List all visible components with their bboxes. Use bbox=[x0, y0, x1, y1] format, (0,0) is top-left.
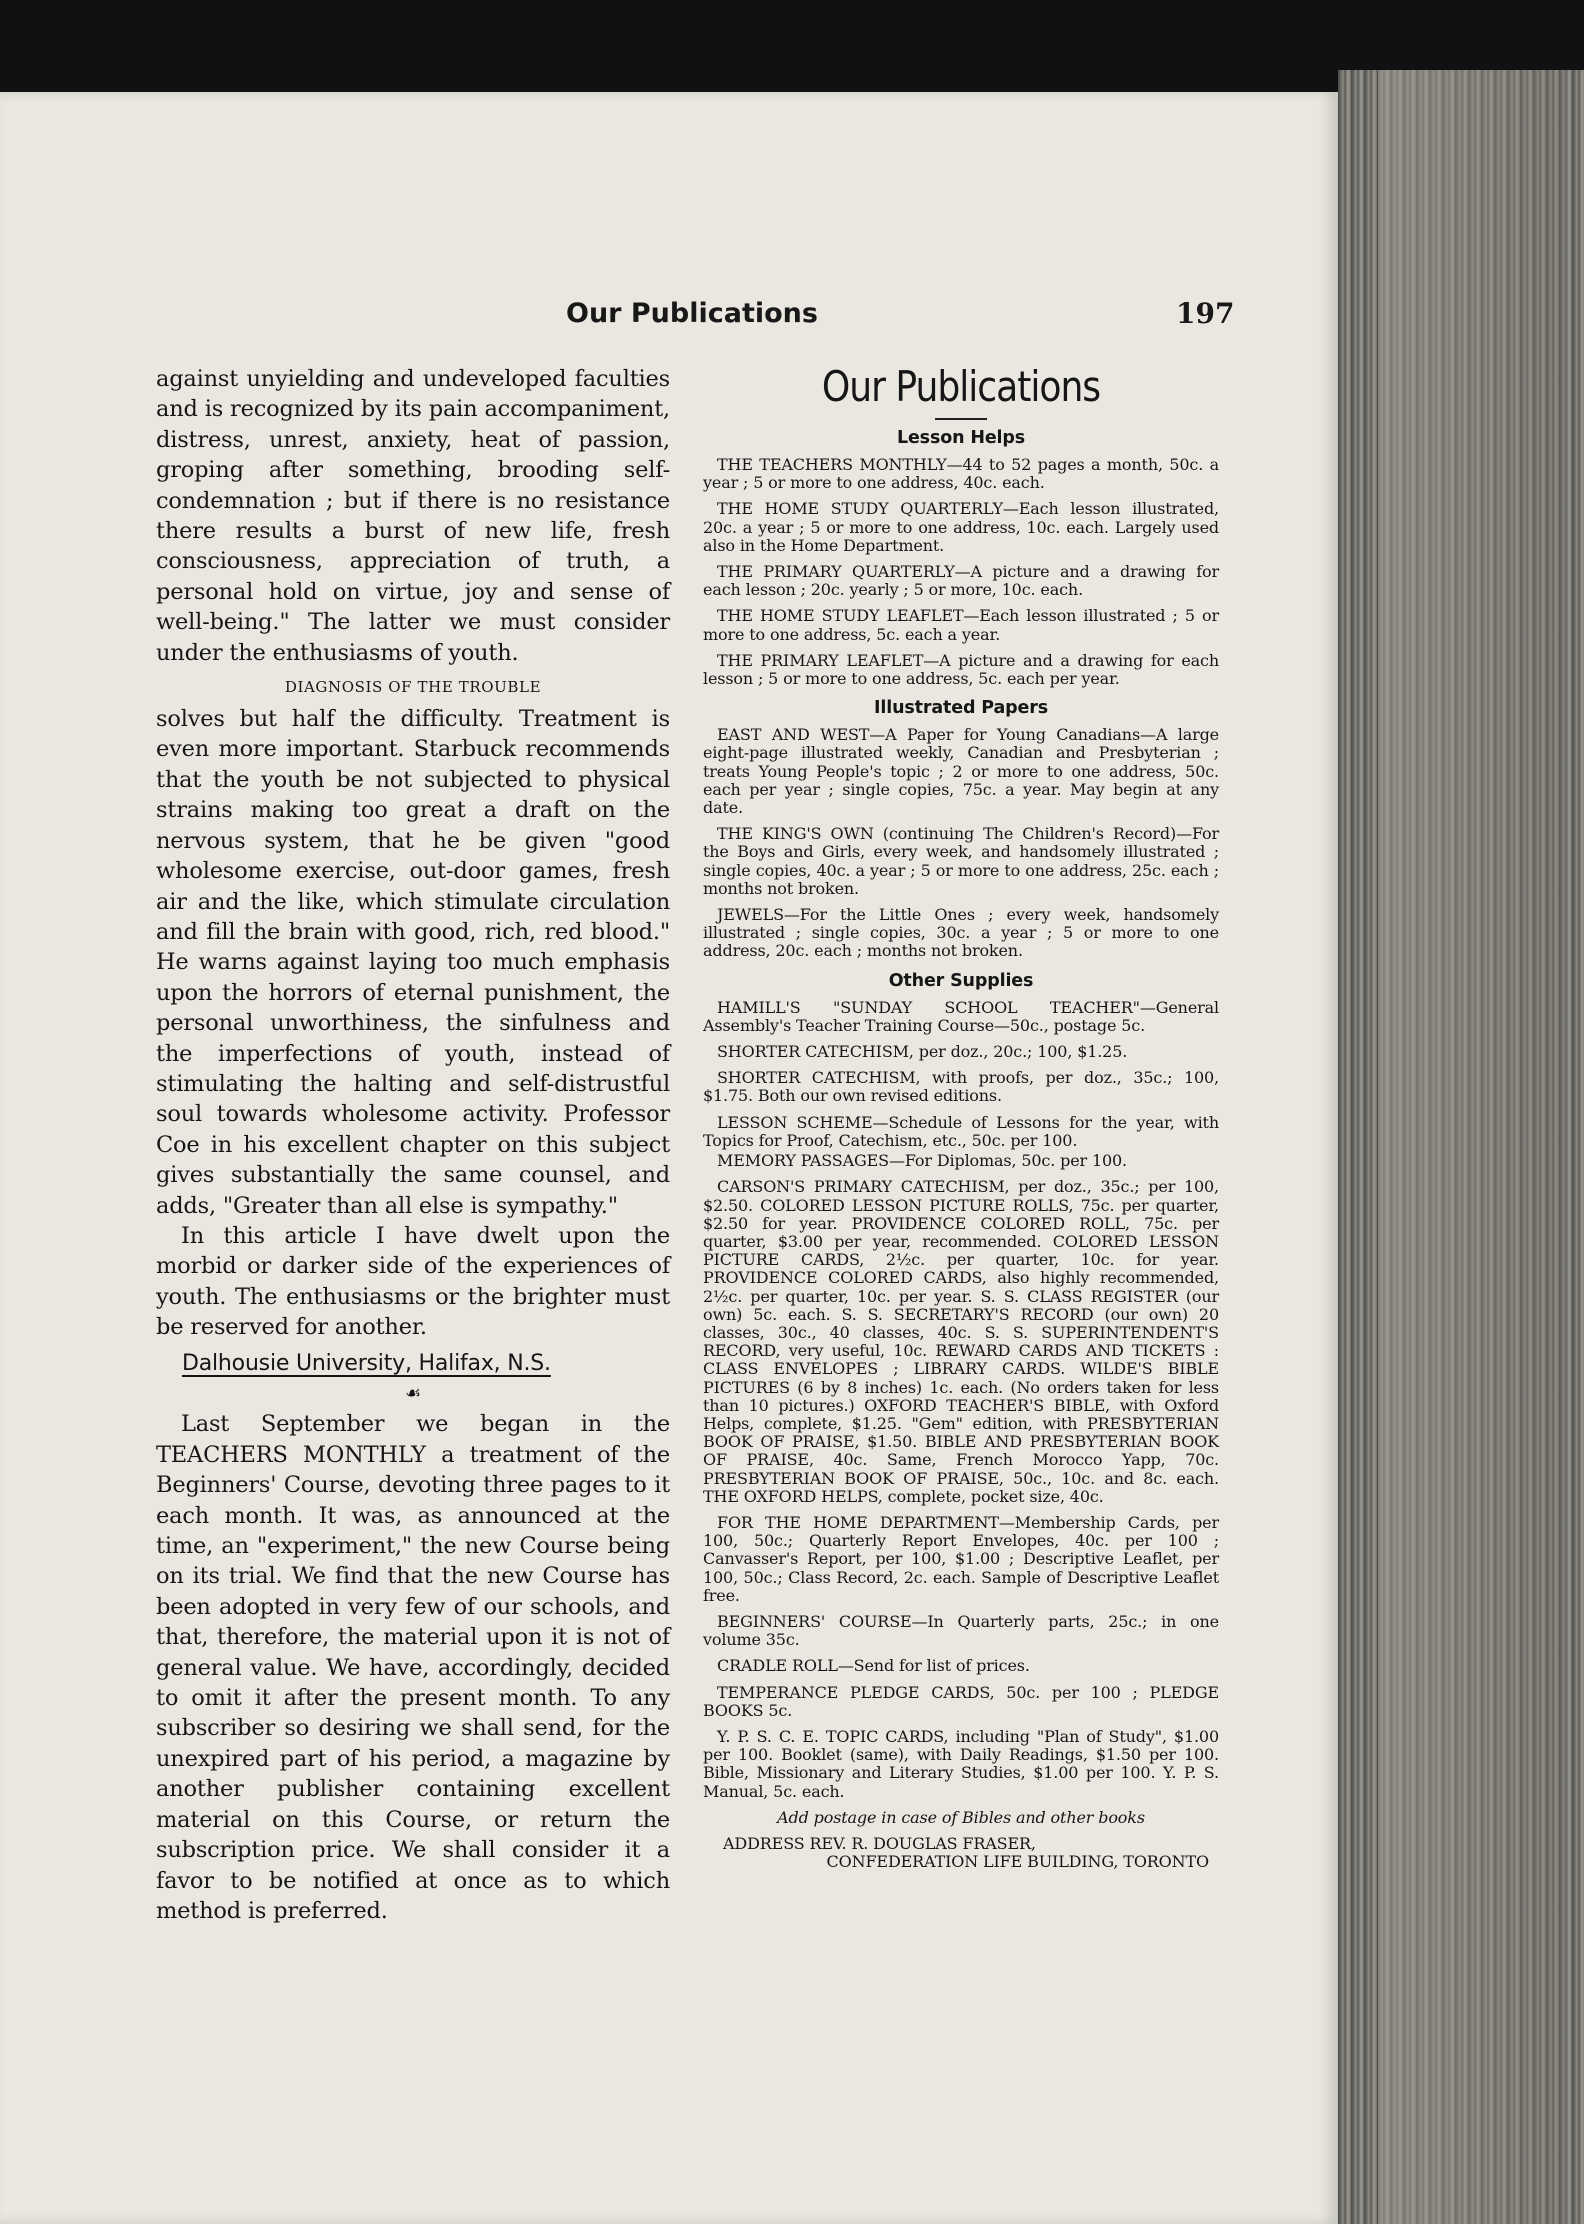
book-page-edges bbox=[1338, 70, 1584, 2224]
page-number: 197 bbox=[1176, 297, 1235, 330]
list-item: SHORTER CATECHISM, per doz., 20c.; 100, $1.25. bbox=[717, 1042, 1128, 1062]
paragraph: In this article I have dwelt upon the morbid or darker side of the experiences of youth. The enthusiasms or the brighter must be reserved for another. bbox=[156, 1222, 670, 1341]
address-line: ADDRESS REV. R. DOUGLAS FRASER, bbox=[723, 1834, 1036, 1853]
ornament: ☙ bbox=[405, 1383, 421, 1404]
list-item: TEMPERANCE PLEDGE CARDS, 50c. per 100 ; PLEDGE BOOKS 5c. bbox=[703, 1682, 1219, 1720]
author-affiliation: Dalhousie University, Halifax, N.S. bbox=[182, 1350, 551, 1376]
paragraph: solves but half the difficulty. Treatment is even more important. Starbuck recommends that the youth be not subjected to physical strains making too great a draft on the nervous system, that he be given "good wholesome exercise, out-door games, fresh air and the like, which stimulate circulation and fill the brain with good, rich, red blood." He warns against laying too much emphasis upon the horrors of eternal punishment, the personal unworthiness, the sinfulness and the imperfections of youth, instead of stimulating the halting and self-distrustful soul towards wholesome activity. Professor Coe in his excellent chapter on this subject gives substantially the same counsel, and adds, "Greater than all else is sympathy." bbox=[156, 706, 670, 1219]
list-item: JEWELS—For the Little Ones ; every week, handsomely illustrated ; single copies, 30c. a year ; 5 or more to one address, 20c. each ; months not broken. bbox=[703, 905, 1219, 961]
paragraph: against unyielding and undeveloped faculties and is recognized by its pain accompaniment, distress, unrest, anxiety, heat of passion, groping after something, brooding self-condemnation ; but if there is no resistance there results a burst of new life, fresh consciousness, appreciation of truth, a personal hold on virtue, joy and sense of well-being." The latter we must consider under the enthusiasms of youth. bbox=[156, 366, 670, 666]
list-item: FOR THE HOME DEPARTMENT—Membership Cards, per 100, 50c.; Quarterly Report Envelopes, 40c. per 100 ; Canvasser's Report, per 100, $1.00 ; Descriptive Leaflet, per 100, 50c.; Class Record, 2c. each. Sample of Descriptive Leaflet free. bbox=[703, 1512, 1219, 1605]
list-item: HAMILL'S "SUNDAY SCHOOL TEACHER"—General Assembly's Teacher Training Course—50c., postage 5c. bbox=[703, 997, 1219, 1035]
illustrated-papers-heading: Illustrated Papers bbox=[874, 698, 1048, 719]
section-title: Our Publications bbox=[821, 362, 1101, 411]
list-item: THE PRIMARY LEAFLET—A picture and a drawing for each lesson ; 5 or more to one address, 5c. each per year. bbox=[703, 650, 1219, 689]
list-item: BEGINNERS' COURSE—In Quarterly parts, 25c.; in one volume 35c. bbox=[703, 1611, 1219, 1650]
list-item: THE KING'S OWN (continuing The Children's Record)—For the Boys and Girls, every week, and handsomely illustrated ; single copies, 40c. a year ; 5 or more to one address, 25c. each ; months not broken. bbox=[703, 824, 1219, 898]
list-item: EAST AND WEST—A Paper for Young Canadians—A large eight-page illustrated weekly, Canadian and Presbyterian ; treats Young People's topic ; 2 or more to one address, 50c. each per year ; single copies, 75c. a year. May begin at any date. bbox=[703, 725, 1219, 818]
list-item: CARSON'S PRIMARY CATECHISM, per doz., 35c.; per 100, $2.50. COLORED LESSON PICTURE ROLLS, 75c. per quarter, $2.50 for year. PROVIDENCE COLORED ROLL, 75c. per quarter, $3.00 per year, recommended. COLORED LESSON PICTURE CARDS, 2½c. per quarter, 10c. for year. PROVIDENCE COLORED CARDS, also highly recommended, 2½c. per quarter, 10c. per year. S. S. CLASS REGISTER (our own) 5c. each. S. S. SECRETARY'S RECORD (our own) 20 classes, 30c., 40 classes, 40c. S. S. SUPERINTENDENT'S RECORD, very useful, 10c. REWARD CARDS AND TICKETS : CLASS ENVELOPES ; LIBRARY CARDS. WILDE'S BIBLE PICTURES (6 by 8 inches) 1c. each. (No orders taken for less than 10 pictures.) OXFORD TEACHER'S BIBLE, with Oxford Helps, complete, $1.25. "Gem" edition, with PRESBYTERIAN BOOK OF PRAISE, $1.50. BIBLE AND PRESBYTERIAN BOOK OF PRAISE, 40c. Same, French Morocco Yapp, 70c. PRESBYTERIAN BOOK OF PRAISE, 50c., 10c. and 8c. each. THE OXFORD HELPS, complete, pocket size, 40c. bbox=[703, 1177, 1219, 1506]
left-column bbox=[156, 364, 670, 1926]
running-title: Our Publications bbox=[566, 298, 818, 329]
paragraph: Last September we began in the TEACHERS MONTHLY a treatment of the Beginners' Course, devoting three pages to it each month. It was, as announced at the time, an "experiment," the new Course being on its trial. We find that the new Course has been adopted in very few of our schools, and that, therefore, the material upon it is not of general value. We have, accordingly, decided to omit it after the present month. To any subscriber so desiring we shall send, for the unexpired part of his period, a magazine by another publisher containing excellent material on this Course, or return the subscription price. We shall consider it a favor to be notified at once as to which method is preferred. bbox=[156, 1411, 670, 1924]
list-item: MEMORY PASSAGES—For Diplomas, 50c. per 100. bbox=[717, 1151, 1127, 1171]
divider bbox=[935, 418, 987, 420]
list-item: THE PRIMARY QUARTERLY—A picture and a drawing for each lesson ; 20c. yearly ; 5 or more, 10c. each. bbox=[703, 562, 1219, 600]
list-item: THE TEACHERS MONTHLY—44 to 52 pages a month, 50c. a year ; 5 or more to one address, 40c. each. bbox=[703, 455, 1219, 493]
section-subhead: DIAGNOSIS OF THE TROUBLE bbox=[284, 678, 542, 697]
lesson-helps-heading: Lesson Helps bbox=[896, 428, 1026, 448]
postage-note: Add postage in case of Bibles and other books bbox=[777, 1807, 1145, 1827]
right-column bbox=[703, 360, 1219, 1879]
other-supplies-heading: Other Supplies bbox=[888, 970, 1034, 991]
list-item: Y. P. S. C. E. TOPIC CARDS, including "Plan of Study", $1.00 per 100. Booklet (same), with Daily Readings, $1.50 per 100. Bible, Missionary and Literary Studies, $1.00 per 100. Y. P. S. Manual, 5c. each. bbox=[703, 1726, 1219, 1801]
list-item: SHORTER CATECHISM, with proofs, per doz., 35c.; 100, $1.75. Both our own revised editions. bbox=[703, 1068, 1219, 1106]
address-line: CONFEDERATION LIFE BUILDING, TORONTO bbox=[826, 1852, 1209, 1872]
list-item: LESSON SCHEME—Schedule of Lessons for the year, with Topics for Proof, Catechism, etc., 50c. per 100. bbox=[703, 1112, 1219, 1150]
list-item: CRADLE ROLL—Send for list of prices. bbox=[717, 1656, 1030, 1676]
list-item: THE HOME STUDY LEAFLET—Each lesson illustrated ; 5 or more to one address, 5c. each a year. bbox=[703, 606, 1219, 644]
list-item: THE HOME STUDY QUARTERLY—Each lesson illustrated, 20c. a year ; 5 or more to one address, 10c. each. Largely used also in the Home Department. bbox=[703, 499, 1219, 555]
